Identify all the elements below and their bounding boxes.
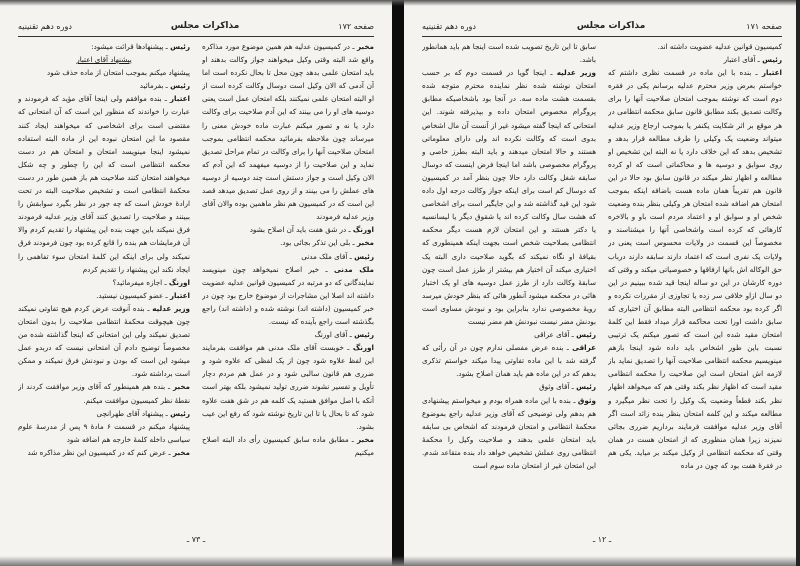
header-rule	[18, 36, 374, 37]
speech-text: ـ بنده با این ماده در قسمت نظری داشتم که خواستم بعرض وزیر محترم عدلیه برسانم یکی در فقره دوم است که نوشته بموجب امتحان صلاحیت آنها را برای وکالت تصدیق بکند مطابق قانون سابق محکمه انتظامی در هر موقع بر اثر شکایت یکنفر یا بموجب ارجاع وزیر عدلیه میتواند وضعیت یک وکیلی را طرف مطالعه قرار بدهد و تشخیص بدهد که این خلاف دارد یا نه البته این تشخیص او روی سوابق و دوسیه ها و محاکماتی است که او کرده مطالعه و اظهار نظر میکند در قانون سابق بود حالا در این قانون هم تقریباً همان ماده هست باضافه اینکه بموجب امتحان هم اضافه شده امتحان هر وکیلی بنظر بنده وضعیت شخص او و سوابق او و اعتماد مردم است باو و بالاخره کارهائی که کرده است واشخاصی آنها را میشناسند و مخصوصاً این قسمت در ولایات محسوس است یعنی در ولایات یک نفری است که اعتماد دارند سابقه دارند درباب حق الوکاله اش بانها ارفاقها و خصوصیاتی میکند و وقتی که دوره کارشان در این دو ساله اینجا قید شده ببینیم در این دو سال ازاو خلافی سر زده یا تجاوزی از مقررات نکرده و اگر کرده بود محکمه انتظامی البته مطابق آن اختیاری که سابق داشت اورا تحت محاکمه قرار میداد فقط این کلمهٔ امتحان مقید شده این است که تصور میکنم یک ترتیبی نسبت باین طور اشخاص باید داده شود اینجا بازهم مینویسیم محکمه انتظامی صلاحیت آنها را تصدیق نماید باز لازمه اش امتحان است این صلاحیت را محکمه انتظامی مقید است که اظهار نظر بکند وقتی هم که میخواهد اظهار نظر بکند قطعاً وضعیت یک وکیل را تحت نظر میگیرد و مطالعه میکند و این کلمه امتحان بنظر بنده زائد است اگر آقای وزیر عدلیه موافقت فرمایند برداریم ضرری بجائی نمیزند زیرا همان منظوری که از امتحان هست در همان وقتی که محکمه انتظامی از وکیل میکند بر میاید. یکی هم در فقرهٔ هفت بود که چون در ماده	[608, 68, 782, 470]
speech-paragraph	[202, 263, 374, 328]
book-gutter	[392, 0, 404, 566]
speaker-name: اورنگ	[352, 225, 374, 235]
speaker-name: وزیر عدلیه	[152, 303, 190, 313]
speech-text: ـ در کمیسیون عدلیه هم همین موضوع مورد مذاکره واقع شد البته وقتی وکیل میخواهند جواز وکالت بدهند او باید امتحان علمی بدهد چون محل تا بحال نکرده است اما آن آدمی که الان وکیل است دوسال وکالت کرده است از او البته امتحان علمی نمیکنند بلکه امتحان عمل است یعنی دوسیه های او را می بینند که این آدم صلاحیت برای وکالت دارد یا نه و تصور میکنم عبارت ماده خودش معنی را میرساند چون ملاحظه بفرمائید محکمه انتظامی بموجب امتحان صلاحیت آنها را برای وکالت در تمام مراحل تصدیق نماید و این صلاحیت را از دوسیه میفهمد که این آدم که الان وکیل است و جواز دستش است چند دوسیه از دوسیه های عملش را می بینند و از روی عمل تصدیق میدهد قصد این است که در کمیسیون هم نظر ماهمین بوده والان آقای وزیر عدلیه فرمودند	[202, 42, 374, 222]
speech-paragraph	[18, 66, 190, 79]
speaker-name: اورنگ	[352, 343, 374, 353]
header-rule	[422, 36, 782, 37]
speech-paragraph	[608, 40, 782, 53]
speech-paragraph	[422, 328, 596, 341]
speaker-name: اعتبار	[169, 94, 190, 104]
speech-text: ـ بفرمائید	[139, 81, 171, 91]
speech-text: ـ بنده هم همینطور که آقای وزیر موافقت کردند از نقطهٔ نظر کمیسیون موافقت میکنم.	[18, 382, 190, 405]
speech-paragraph	[422, 341, 596, 380]
speech-paragraph	[202, 328, 374, 341]
session-label: دوره دهم تقنینیه	[422, 21, 476, 31]
speaker-name: رئیس	[576, 382, 596, 392]
speech-text: سابق تا این تاریخ تصویب شده است اینجا هم باید همانطور باشد.	[422, 42, 596, 65]
speaker-name: مخبر	[172, 382, 190, 392]
speech-paragraph	[422, 394, 596, 473]
speech-paragraph	[422, 380, 596, 393]
left-page	[0, 0, 393, 566]
speaker-name: رئیس	[170, 81, 190, 91]
speaker-name: رئیس	[354, 251, 374, 261]
column-left	[18, 40, 190, 526]
page-number-label: صفحه ۱۷۲	[338, 21, 374, 31]
speaker-name: اعتبار	[761, 68, 782, 78]
speaker-name: اعتبار	[169, 290, 190, 300]
page-title: مذاکرات مجلس	[170, 21, 240, 31]
speech-paragraph	[202, 250, 374, 263]
folio-number: ـ ۷۳ ـ	[186, 535, 206, 544]
right-page	[404, 0, 800, 566]
speech-text: ـ بنده آنوقت عرض کردم هیچ تفاوتی نمیکند چون هیچوقت محکمهٔ انتظامی صلاحیت را بدون امتحان تصدیق نمیکند ولی این امتحانی که اینجا گذاشته شده من مخصوصاً توضیح دادم آن امتحانی نیست که دربدو عمل میشود این است که بودن و نبودنش فرق نمیکند و ممکن است برداشته شود.	[18, 303, 190, 379]
scan-edge	[796, 0, 800, 566]
speech-text: ـ عرض کنم که در کمیسیون این نظر مذاکره شد	[27, 447, 173, 457]
speech-text: ـ خیر اصلاح نمیخواهد چون مینویسد نمایندگانی که دو مرتبه در کمیسیون قوانین عدلیه عضویت داشته اند اصلا این مشاجرات از موضوع خارج بود چون در خبر کمیسیون (داشته اند) نوشته شده و (داشته اند) راجع بگذشته است راجع بآینده که نیست.	[202, 264, 374, 326]
column-right	[202, 40, 374, 526]
speech-text: پیشنهاد میکنم بموجب امتحان از ماده حذف شود	[47, 68, 190, 78]
speaker-name: مخبر	[172, 447, 190, 457]
scan-shadow-bottom	[0, 556, 800, 566]
speech-text: ـ عضو کمیسیون نیستید.	[96, 290, 170, 300]
page-number-label: صفحه ۱۷۱	[746, 21, 782, 31]
speech-text: ـ آقای اعتبار	[723, 55, 763, 65]
speech-paragraph	[18, 79, 190, 92]
speaker-name: ملک مدنی	[334, 264, 374, 274]
speaker-name: رئیس	[576, 330, 596, 340]
speaker-name: اورنگ	[168, 277, 190, 287]
speech-paragraph	[18, 380, 190, 406]
speech-text: ـ پیشنهاد آقای طهرانچی	[96, 408, 171, 418]
speech-text: ـ خوبست آقای ملک مدنی هم موافقت بفرمایند این لفظ علاوه شود چون از یک لفظی که علاوه شود و ضرری هم قانون سالبی شود و در عمل هم مردم دچار تأویل و تفسیر نشوند ضرری تولید نمیشود بلکه بهتر است آنکه با اصل موافق هستید یک کلمه هم در شق هفت علاوه شود که تا بحال یا تا این تاریخ نوشته شود که رفع این عیب بشود.	[202, 343, 374, 431]
speech-paragraph	[202, 341, 374, 433]
column-right	[608, 40, 782, 526]
speech-text: ـ اجازه میفرمائید؟	[112, 277, 169, 287]
speech-text: ـ در شق هفت باید آن اصلاح بشود	[249, 225, 353, 235]
folio-number: ـ ۱۲ ـ	[592, 535, 612, 544]
speech-paragraph	[202, 433, 374, 459]
session-label: دوره دهم تقنینیه	[18, 21, 72, 31]
speech-text: ـ آقای ملک مدنی	[301, 251, 355, 261]
speech-text: ـ پیشنهادها قرائت میشود:	[91, 42, 171, 51]
speech-text: ـ آقای اورنگ	[314, 330, 355, 340]
speech-paragraph	[202, 223, 374, 236]
speaker-name: عراقی	[572, 343, 596, 353]
speaker-name: وثوق	[577, 395, 596, 405]
speech-paragraph	[422, 40, 596, 66]
speech-paragraph	[202, 236, 374, 249]
text-columns	[18, 40, 374, 526]
speech-text: ـ آقای وثوق	[539, 382, 577, 392]
speaker-name: رئیس	[170, 42, 190, 51]
speech-paragraph	[608, 66, 782, 472]
page-title: مذاکرات مجلس	[576, 21, 646, 31]
speech-paragraph	[18, 446, 190, 459]
speech-paragraph	[422, 66, 596, 328]
speech-paragraph	[18, 302, 190, 381]
speech-paragraph	[18, 276, 190, 289]
speaker-name: رئیس	[170, 408, 190, 418]
text-columns	[422, 40, 782, 526]
speech-paragraph	[18, 92, 190, 275]
speech-paragraph	[608, 53, 782, 66]
speech-text: ـ بنده موافقم ولی اینجا آقای مؤید که فرمودند و عبارت را خواندند که منظور این است که آن امتحانی که مقتضی است برای اشخاصی که میخواهند ایجاد کنند مقصود ما این امتحان نبوده این از ماده البته استفاده نمیشود اینجا مینویسد امتحان و امتحان هم در دست محکمه انتظامی است که این را چطور و چه شکل میخواهند امتحان کنند صلاحیت هم باز همین طور در دست محکمهٔ انتظامی است و تشخیص صلاحیت البته در تحت ارادهٔ خودش است که چه جور در نظر بگیرد سوابقش را ببینند و صلاحیت را تصدیق کنند آقای وزیر عدلیه فرمودند فرق نمیکند باین جهت بنده این پیشنهاد را تقدیم کردم والا آن فرمایشات هم بنده را قانع کرده بود چون فرمودند فرق نمیکند ولی برای اینکه این کلمهٔ امتحان سوء تفاهمی را ایجاد نکند این پیشنهاد را تقدیم کردم	[18, 94, 190, 274]
speech-text: پیشنهاد میکنم در قسمت ۶ مادهٔ ۹ پس از مدرسهٔ علوم سیاسی داخله کلمهٔ خارجه هم اضافه شود	[18, 421, 190, 444]
speech-paragraph	[202, 40, 374, 223]
speech-paragraph	[18, 40, 190, 53]
speech-text: ـ بلی این تذکر بجائی بود.	[280, 238, 357, 248]
speech-text: کمیسیون قوانین عدلیه عضویت داشته اند.	[657, 42, 782, 51]
speech-paragraph	[18, 420, 190, 446]
page-header	[422, 18, 782, 34]
speech-paragraph	[18, 407, 190, 420]
speaker-name: وزیر عدلیه	[556, 68, 596, 78]
speech-text: ـ آقای عراقی	[534, 330, 577, 340]
speaker-name: مخبر	[356, 434, 374, 444]
speech-text: ـ اینجا گویا در قسمت دوم که بر حسب امتحان نوشته شده نظر نماینده محترم متوجه شده بقسمت هشت ماده سه. در آنجا بود باشخاصیکه مطابق پروگرام مخصوص امتحان داده و بپذیرفته شوند. این امتحانی که اینجا گفته میشود غیر از آنست آن مال اشخاص بدوی است که وکالت نکرده اند ولی دارای معلوماتی هستند و حالا امتحان میدهند و باید البته بطرز خاصی و پروگرام مخصوصی باشد اما اینجا فرض اینست که دوسال سابقه شغل وکالت دارد حالا چون بنظر آمد در کمیسیون که دوسال کم است برای اینکه جواز وکالت درجه اول داده شود این قید گذاشته شد و این جایگیر است برای اشخاصی که هشت سال وکالت کرده اند یا شقوق دیگر یا لیسانسیه یا دکتر هستند و این امتحان لازم هست دیگر محکمه انتظامی بصلاحیت شخص است بجهت اینکه همینطوری که بقیافهٔ او نگاه نمیکند که بگوید صلاحیت داری البته یک اختیاری میکند آن اختیار هم بیشتر از طرز عمل است چون سابقهٔ وکالت دارد از طرز عمل دوسیه های او یک اختبار هائی در محکمه میشود آنطور هائی که بنظر خودش میرسد رویهٔ مخصوصی ندارد بنابراین بود و نبودش مساوی است بودنش مضر نیست نبودنش هم مضر نیست	[422, 68, 596, 326]
column-left	[422, 40, 596, 526]
speech-text: ـ مطابق ماده سابق کمیسیون رأی داد البته اصلاح میکنیم	[202, 434, 374, 457]
speech-text: ـ بنده عرض مفصلی ندارم چون در آن رأئی که گرفته شد با این ماده تفاوتی پیدا میکند خواستم تذکری بدهم که در این ماده هم باید همان اصلاح بشود.	[422, 343, 596, 379]
speech-paragraph	[18, 289, 190, 302]
scan-shadow-top	[0, 0, 800, 6]
section-heading: پیشنهاد آقای اعتبار	[76, 55, 132, 65]
page-header	[18, 18, 374, 34]
speaker-name: مخبر	[356, 42, 374, 51]
speech-text: ـ بنده با این ماده همراه بودم و میخواستم پیشنهادی هم بدهم ولی توضیحی که آقای وزیر عدلیه راجع بموضوع محکمهٔ انتظامی و امتحان فرمودند که اشخاص بی سابقه باید امتحان علمی بدهند و صلاحیت وکیل را محکمهٔ انتظامی روی عملش تشخیص خواهد داد بنده متقاعد شدم. این امتحان غیر از امتحان ماده سوم است	[422, 395, 596, 470]
speaker-name: رئیس	[762, 55, 782, 65]
speaker-name: مخبر	[356, 238, 374, 248]
speaker-name: رئیس	[354, 330, 374, 340]
